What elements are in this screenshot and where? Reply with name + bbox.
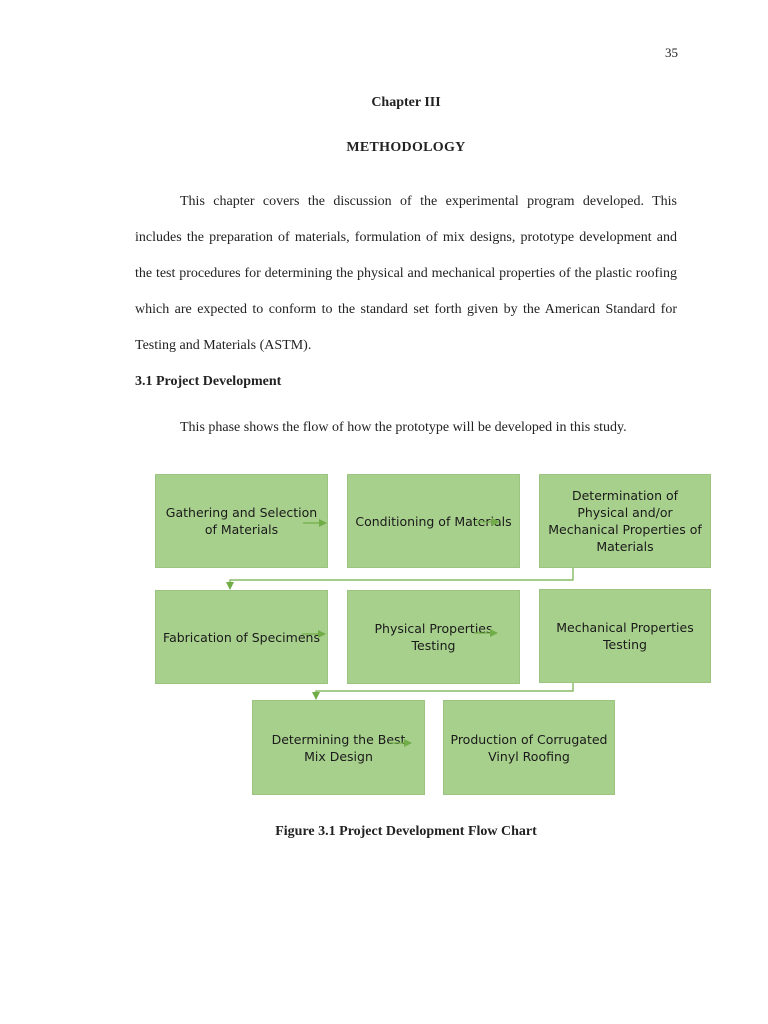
flow-step-fabrication: Fabrication of Specimens [155, 590, 328, 684]
flow-step-conditioning: Conditioning of Materials [347, 474, 520, 568]
chapter-label: Chapter III [371, 95, 441, 110]
flow-step-physical-testing: Physical Properties Testing [347, 590, 520, 684]
arrow-step3-to-step4 [230, 568, 573, 589]
chapter-title: METHODOLOGY [346, 140, 466, 155]
flow-step-best-mix-design: Determining the Best Mix Design [252, 700, 425, 795]
flow-step-gathering-selection: Gathering and Selection of Materials [155, 474, 328, 568]
section-heading: 3.1 Project Development [135, 374, 282, 389]
flow-step-mechanical-testing: Mechanical Properties Testing [539, 589, 711, 683]
flow-step-determination-properties: Determination of Physical and/or Mechanical Properties of Materials [539, 474, 711, 568]
figure-caption: Figure 3.1 Project Development Flow Chart [275, 824, 537, 839]
section-paragraph: This phase shows the flow of how the prototype will be developed in this study. [180, 420, 627, 435]
page-number: 35 [665, 45, 678, 60]
flow-step-production-roofing: Production of Corrugated Vinyl Roofing [443, 700, 615, 795]
arrow-step6-to-step7 [316, 683, 573, 699]
intro-paragraph: This chapter covers the discussion of the experimental program developed. This includes the preparation of materials, formulation of mix designs, prototype development and the test procedures for determining the physical and mechanical properties of the plastic roofing which are expected to conform to the standard set forth given by the American Standard for Testing and Materials (ASTM). [135, 194, 677, 353]
